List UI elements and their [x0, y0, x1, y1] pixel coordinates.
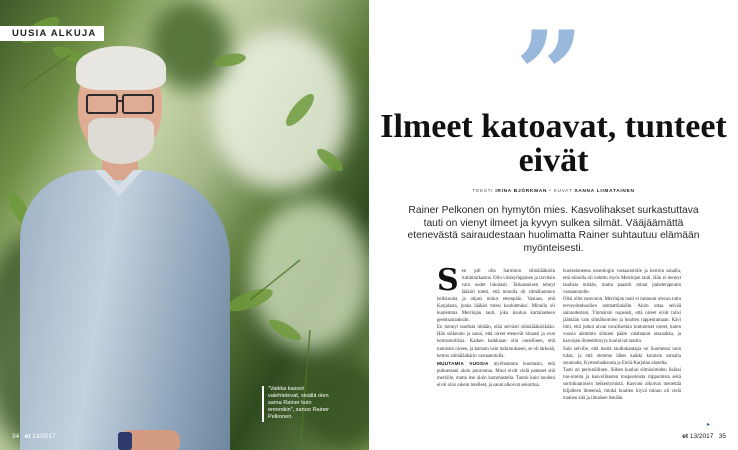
- page-folio-right: [682, 433, 726, 440]
- issue-number: 13/2017: [32, 433, 56, 440]
- quote-mark-icon: ”: [515, 5, 585, 146]
- paragraph: myöhemmin huomasin, että puhuessani aloin puuroutua. Muut eivät vielä panneet sitä merkille, mutta itse aloin kummastella. Tuntui kuin huuleni eivät olisi oikein totelleet, ja sanat alkoivat sekoittua.: [437, 361, 555, 388]
- article-credits: TEKSTI IRINA BJÖRKMAN • KUVAT SANNA LIIMATAINEN: [472, 189, 635, 194]
- page-number: 35: [718, 433, 726, 440]
- person-beard: [88, 118, 154, 164]
- photo-author: SANNA LIIMATAINEN: [574, 189, 635, 194]
- paragraph: en piti olla harmiton silmälääkärin rutiinitarkastus. Olin viisikymppinen ja tarvitsin vain uudet lukulasit. Tarkastuksen tehnyt lääkäri totesi, että minulla oli silmäluomien heikkoutta ja ohjasi minut eteenpäin. Vastaus, että Karjalasta, jonka lääkäri totesi koulutetuksi. Minulla oli kuulemma Merrinjan tauti, joka kuuluu kartaliasteen geenisairauksiin.: [437, 269, 555, 324]
- person-hair: [76, 46, 166, 90]
- issue-number: 13/2017: [689, 433, 714, 440]
- paragraph: Olisi ollut neuvoton. Merrinjan tauti ei tuntunut olevan tuttu terveydenhuollon ammattilaisille. Aloin ottaa selvää sairaudestani. Ymmärsin nopeasti, että oireet eivät tulisi jäämään vain silmäluomien ja huulten rappeutumaan. Kävi ilmi, että jotkut aivan tavallisetkin tuntumiset oireet, kuten vuosia aiemmin silmien pääle valahtanut otsanahka, ja kasvojen ilmeettömyys kuuluivat tautiin.: [563, 297, 681, 345]
- drop-cap: S: [437, 263, 459, 298]
- text-author: IRINA BJÖRKMAN: [495, 189, 548, 194]
- paragraph: Tauti on perinnöllinen. Siihen kuuluu silmäoireiden lisäksi tuo-oireita ja kasvolihasten toispuoleista riippumista sekä sormikuntoisen heikentymistä. Kasvoni alkoivat menettää hiljalleen ilmeensä, minkä huulten liiyvä minun oli vielä mainen sitä ja ilmaisen itseään.: [563, 367, 681, 401]
- paragraph: huolestuneena neurologin vastaanotolle ja kerroin sanalla, että minulla oli todettu myös Merrinjan tauti. Hän ei tiennyt taudista mitään, mutta paasitti minut puheterapeutin vastaanotolle.: [563, 269, 681, 296]
- paragraph: En tiennyt taudista mitään, eikä selvästi silmälääkärikään. Hän sulkeutui ja sanoi, että oireet etenevät hitaasti ja ovat hermostollisia. Kaiken kaikkiaan olin onnellinen, että tunnistin oireen, ja kutsuin vain tutkimukseen, se oli tärkeää, kertoo silmälääkärin vastaanotolla.: [437, 325, 555, 359]
- continue-arrow-icon: ▸: [706, 422, 710, 428]
- photo-caption: ”Vaikka kasvot valehtelevat, sisällä olen sama Rainer kuin ennenkin”, sanoo Rainer Pelkonen.: [268, 386, 329, 420]
- caption-rule: [262, 386, 264, 422]
- page-number: 34: [12, 433, 20, 440]
- body-column-2: [563, 268, 681, 402]
- person-shirt: [20, 170, 230, 450]
- article-body: [437, 263, 685, 426]
- glasses-icon: [86, 94, 156, 112]
- article-title: Ilmeet katoavat, tunteet eivät: [380, 108, 727, 179]
- watch-icon: [118, 432, 132, 450]
- section-tag: UUSIA ALKUJA: [0, 26, 104, 41]
- magazine-name: et: [24, 433, 31, 440]
- subhead: MUUTAMIA VUOSIA: [437, 360, 489, 366]
- paragraph: Sain selville, että meitä taudinkantajia on Suomessa noin tuhat, ja että olemme lähes kaikki kotoisin samalta suunnalta, Kymenlaaksosta ja Etelä-Karjalan alueelta.: [563, 346, 681, 366]
- magazine-name: et: [682, 433, 689, 440]
- page-folio-left: [12, 433, 56, 440]
- body-column-1: [437, 263, 555, 389]
- article-lead: Rainer Pelkonen on hymytön mies. Kasvolihakset surkastuttava tauti on vienyt ilmeet ja kyvyn sulkea silmät. Vääjäämättä etenevästä sairaudestaan huolimatta Rainer suhtautuu elämään myönteisesti.: [407, 205, 700, 254]
